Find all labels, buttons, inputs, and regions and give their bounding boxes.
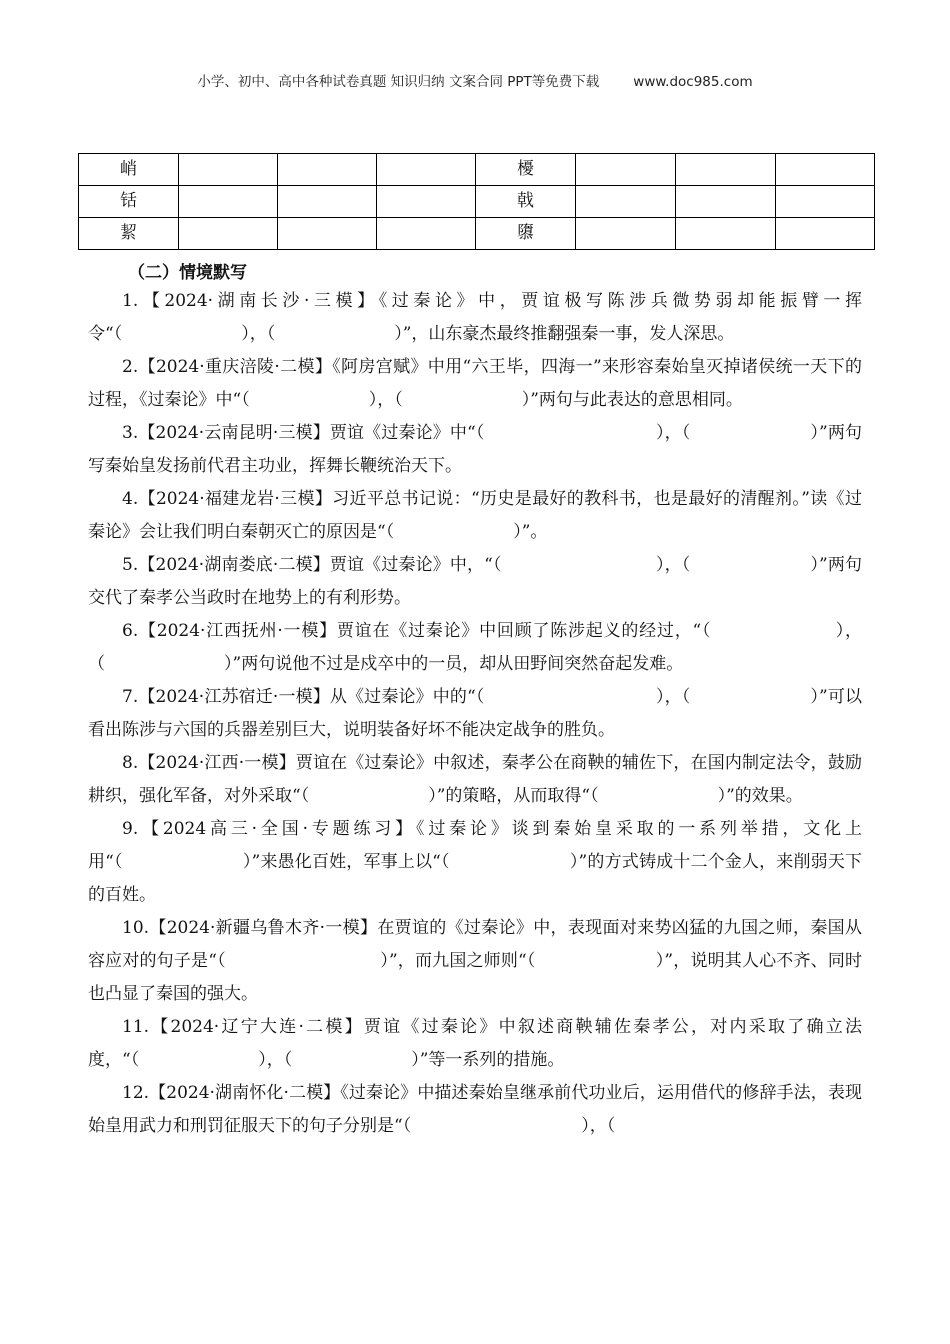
table-cell-blank[interactable] xyxy=(576,218,676,250)
table-row xyxy=(79,218,875,250)
question-item xyxy=(88,1011,862,1077)
question-text: 贾谊《过秦论》中叙述商鞅辅佐秦孝公，对内采取了确立法度，“（ ），（ ）”等一系列的措施。 xyxy=(88,1017,863,1070)
question-item xyxy=(88,681,862,747)
question-number: 7. xyxy=(122,687,139,707)
table-cell-blank[interactable] xyxy=(377,186,476,218)
header-text: 小学、初中、高中各种试卷真题 知识归纳 文案合同 PPT等免费下载 xyxy=(197,74,600,90)
question-source: 【2024·新疆乌鲁木齐·一模】 xyxy=(149,918,378,938)
question-number: 4. xyxy=(122,489,139,509)
question-source: 【2024·湖南娄底·二模】 xyxy=(138,555,330,575)
question-text: 贾谊《过秦论》中“（ ），（ ）”两句写秦始皇发扬前代君主功业，挥舞长鞭统治天下。 xyxy=(88,423,862,476)
table-cell-blank[interactable] xyxy=(377,154,476,186)
question-text: 《过秦论》谈到秦始皇采取的一系列举措，文化上用“（ ）”来愚化百姓，军事上以“（ ）”的方式铸成十二个金人，来削弱天下的百姓。 xyxy=(88,819,862,905)
section-title: （二）情境默写 xyxy=(128,263,247,283)
header-url[interactable]: www.doc985.com xyxy=(633,74,753,90)
question-text: 习近平总书记说：“历史是最好的教科书，也是最好的清醒剂。”读《过秦论》会让我们明白秦朝灭亡的原因是“（ ）”。 xyxy=(88,489,862,542)
table-cell-blank[interactable] xyxy=(776,218,875,250)
question-text: 《过秦论》中，贾谊极写陈涉兵微势弱却能振臂一挥令“（ ），（ ）”，山东豪杰最终推翻强秦一事，发人深思。 xyxy=(88,291,862,344)
table-cell-blank[interactable] xyxy=(278,186,377,218)
table-cell-blank[interactable] xyxy=(776,154,875,186)
question-number: 8. xyxy=(122,753,139,773)
question-source: 【2024·江苏宿迁·一模】 xyxy=(138,687,330,707)
question-source: 【2024高三·全国·专题练习】 xyxy=(138,819,416,839)
table-cell-char: 铦 xyxy=(79,186,179,218)
question-number: 10. xyxy=(122,918,150,938)
question-text: 贾谊《过秦论》中，“（ ），（ ）”两句交代了秦孝公当政时在地势上的有利形势。 xyxy=(88,555,862,608)
table-cell-blank[interactable] xyxy=(576,186,676,218)
question-source: 【2024·湖南长沙·三模】 xyxy=(138,291,379,311)
question-list xyxy=(88,285,862,1143)
question-item xyxy=(88,417,862,483)
question-number: 5. xyxy=(122,555,139,575)
table-cell-blank[interactable] xyxy=(278,154,377,186)
question-item xyxy=(88,1077,862,1143)
question-number: 1. xyxy=(122,291,139,311)
question-item xyxy=(88,351,862,417)
question-number: 6. xyxy=(122,621,139,641)
question-number: 9. xyxy=(122,819,139,839)
question-source: 【2024·江西抚州·一模】 xyxy=(138,621,337,641)
question-item xyxy=(88,285,862,351)
table-row xyxy=(79,186,875,218)
question-text: 在贾谊的《过秦论》中，表现面对来势凶猛的九国之师，秦国从容应对的句子是“（ ）”，而九国之师则“（ ）”，说明其人心不齐、同时也凸显了秦国的强大。 xyxy=(88,918,863,1004)
table-cell-blank[interactable] xyxy=(676,186,776,218)
question-text: 《过秦论》中描述秦始皇继承前代功业后，运用借代的修辞手法，表现始皇用武力和刑罚征服天下的句子分别是“（ ），（ xyxy=(88,1083,862,1136)
question-item xyxy=(88,483,862,549)
question-item xyxy=(88,615,862,681)
character-table xyxy=(78,153,875,250)
question-number: 3. xyxy=(122,423,139,443)
table-cell-blank[interactable] xyxy=(179,218,278,250)
table-cell-blank[interactable] xyxy=(377,218,476,250)
table-cell-char: 戟 xyxy=(476,186,576,218)
table-row xyxy=(79,154,875,186)
question-item xyxy=(88,747,862,813)
table-cell-blank[interactable] xyxy=(179,154,278,186)
question-source: 【2024·辽宁大连·二模】 xyxy=(149,1017,364,1037)
question-number: 2. xyxy=(122,357,139,377)
question-source: 【2024·江西·一模】 xyxy=(138,753,296,773)
question-source: 【2024·福建龙岩·三模】 xyxy=(138,489,333,509)
question-item xyxy=(88,813,862,912)
question-source: 【2024·湖南怀化·二模】 xyxy=(149,1083,341,1103)
question-number: 11. xyxy=(122,1017,150,1037)
question-source: 【2024·云南昆明·三模】 xyxy=(138,423,330,443)
table-cell-char: 絜 xyxy=(79,218,179,250)
table-cell-blank[interactable] xyxy=(676,218,776,250)
question-number: 12. xyxy=(122,1083,150,1103)
question-text: 《阿房宫赋》中用“六王毕，四海一”来形容秦始皇灭掉诸侯统一天下的过程，《过秦论》中“（ ），（ ）”两句与此表达的意思相同。 xyxy=(88,357,862,410)
table-cell-blank[interactable] xyxy=(776,186,875,218)
table-cell-blank[interactable] xyxy=(576,154,676,186)
page-header xyxy=(0,70,950,90)
table-cell-blank[interactable] xyxy=(179,186,278,218)
question-text: 贾谊在《过秦论》中叙述，秦孝公在商鞅的辅佐下，在国内制定法令，鼓励耕织，强化军备，对外采取“（ ）”的策略，从而取得“（ ）”的效果。 xyxy=(88,753,862,806)
question-item xyxy=(88,549,862,615)
table-cell-char: 峭 xyxy=(79,154,179,186)
question-text: 从《过秦论》中的“（ ），（ ）”可以看出陈涉与六国的兵器差别巨大，说明装备好坏不能决定战争的胜负。 xyxy=(88,687,862,740)
table-cell-char: 櫌 xyxy=(476,154,576,186)
question-text: 贾谊在《过秦论》中回顾了陈涉起义的经过，“（ ），（ ）”两句说他不过是戍卒中的一员，却从田野间突然奋起发难。 xyxy=(88,621,862,674)
question-item xyxy=(88,912,862,1011)
table-cell-blank[interactable] xyxy=(278,218,377,250)
table-cell-blank[interactable] xyxy=(676,154,776,186)
table-cell-char: 隳 xyxy=(476,218,576,250)
question-source: 【2024·重庆涪陵·二模】 xyxy=(138,357,333,377)
